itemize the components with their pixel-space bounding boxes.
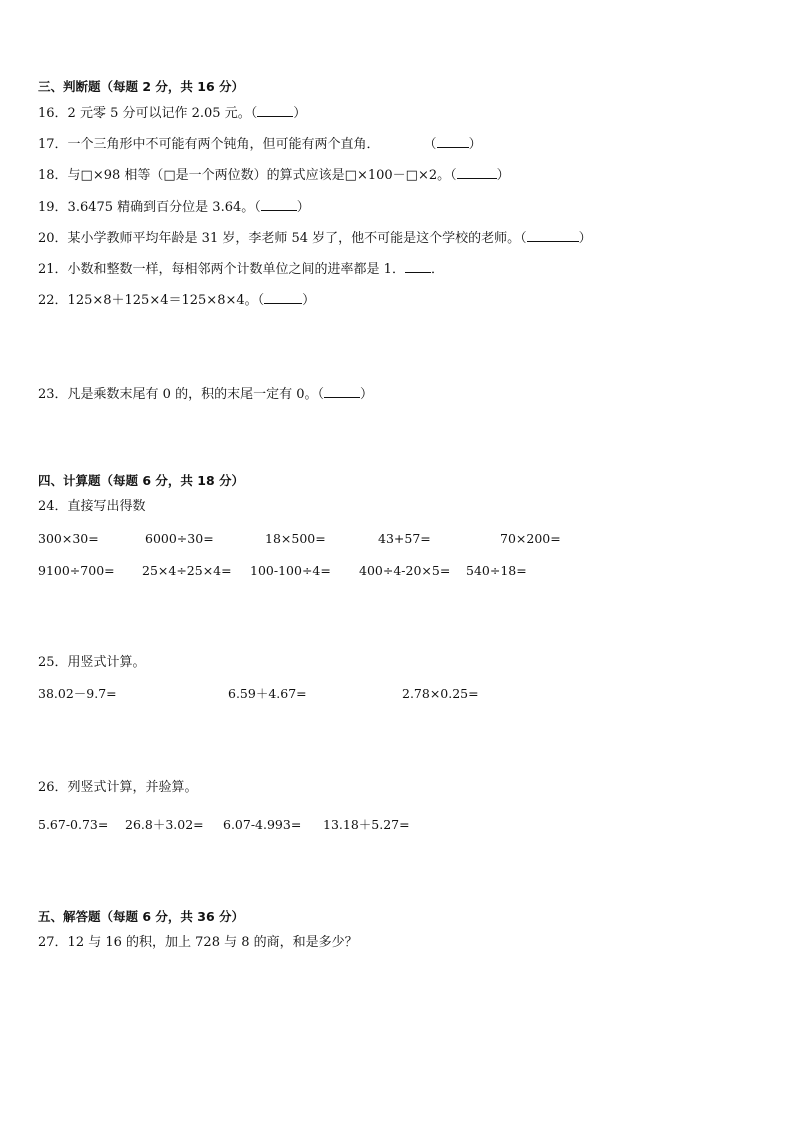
calc-item: 9100÷700= <box>38 563 115 578</box>
calc-item: 43+57= <box>378 531 431 546</box>
answer-blank-19[interactable] <box>261 198 297 211</box>
question-24-text: 24．直接写出得数 <box>38 499 146 514</box>
answer-blank-16[interactable] <box>257 104 293 117</box>
calc-item: 25×4÷25×4= <box>142 563 232 578</box>
question-18-text: 18．与□×98 相等（□是一个两位数）的算式应该是□×100－□×2。（ <box>38 168 457 183</box>
answer-blank-20[interactable] <box>527 229 579 242</box>
calc-item: 70×200= <box>500 531 561 546</box>
calc-item: 38.02－9.7= <box>38 686 117 701</box>
question-21 <box>38 260 444 278</box>
calc-item: 540÷18= <box>466 563 527 578</box>
question-17-pre: （ <box>423 137 437 152</box>
answer-blank-23[interactable] <box>324 385 360 398</box>
section-3-title: 三、判断题（每题 2 分，共 16 分） <box>38 79 245 94</box>
calc-item: 6.59＋4.67= <box>228 686 307 701</box>
question-20-end: ） <box>578 231 592 246</box>
question-16-text: 16．2 元零 5 分可以记作 2.05 元。（ <box>38 106 258 121</box>
question-17 <box>38 135 482 153</box>
question-17-text: 17．一个三角形中不可能有两个钝角，但可能有两个直角． <box>38 137 380 152</box>
question-22 <box>38 291 315 309</box>
question-17-end: ） <box>468 137 482 152</box>
question-16 <box>38 104 306 122</box>
question-20-text: 20．某小学教师平均年龄是 31 岁，李老师 54 岁了，他不可能是这个学校的老师。（ <box>38 231 527 246</box>
answer-blank-21[interactable] <box>405 260 431 273</box>
calc-item: 2.78×0.25= <box>402 686 479 701</box>
calc-item: 26.8＋3.02= <box>125 817 204 832</box>
calc-item: 400÷4-20×5= <box>359 563 451 578</box>
calc-item: 18×500= <box>265 531 326 546</box>
question-18-end: ） <box>496 168 510 183</box>
answer-blank-18[interactable] <box>457 166 497 179</box>
question-27-text: 27．12 与 16 的积，加上 728 与 8 的商，和是多少？ <box>38 935 358 950</box>
calc-item: 13.18＋5.27= <box>323 817 410 832</box>
question-23 <box>38 385 373 403</box>
calc-item: 300×30= <box>38 531 99 546</box>
calc-item: 6000÷30= <box>145 531 214 546</box>
question-20 <box>38 229 592 247</box>
question-21-text: 21．小数和整数一样，每相邻两个计数单位之间的进率都是 1． <box>38 262 405 277</box>
question-26-text: 26．列竖式计算，并验算。 <box>38 780 198 795</box>
question-16-end: ） <box>293 106 307 121</box>
answer-blank-17[interactable] <box>437 135 469 148</box>
question-23-end: ） <box>359 387 373 402</box>
question-22-end: ） <box>302 293 316 308</box>
question-22-text: 22．125×8＋125×4＝125×8×4。（ <box>38 293 265 308</box>
question-19 <box>38 198 310 216</box>
calc-item: 5.67-0.73= <box>38 817 109 832</box>
question-19-end: ） <box>296 200 310 215</box>
calc-item: 6.07-4.993= <box>223 817 302 832</box>
calc-item: 100-100÷4= <box>250 563 331 578</box>
section-5-title: 五、解答题（每题 6 分，共 36 分） <box>38 909 245 924</box>
question-25-text: 25．用竖式计算。 <box>38 655 146 670</box>
question-19-text: 19．3.6475 精确到百分位是 3.64。（ <box>38 200 261 215</box>
answer-blank-22[interactable] <box>264 291 302 304</box>
question-21-end: ． <box>430 262 444 277</box>
section-4-title: 四、计算题（每题 6 分，共 18 分） <box>38 473 245 488</box>
question-18 <box>38 166 510 184</box>
question-23-text: 23．凡是乘数末尾有 0 的，积的末尾一定有 0。（ <box>38 387 324 402</box>
